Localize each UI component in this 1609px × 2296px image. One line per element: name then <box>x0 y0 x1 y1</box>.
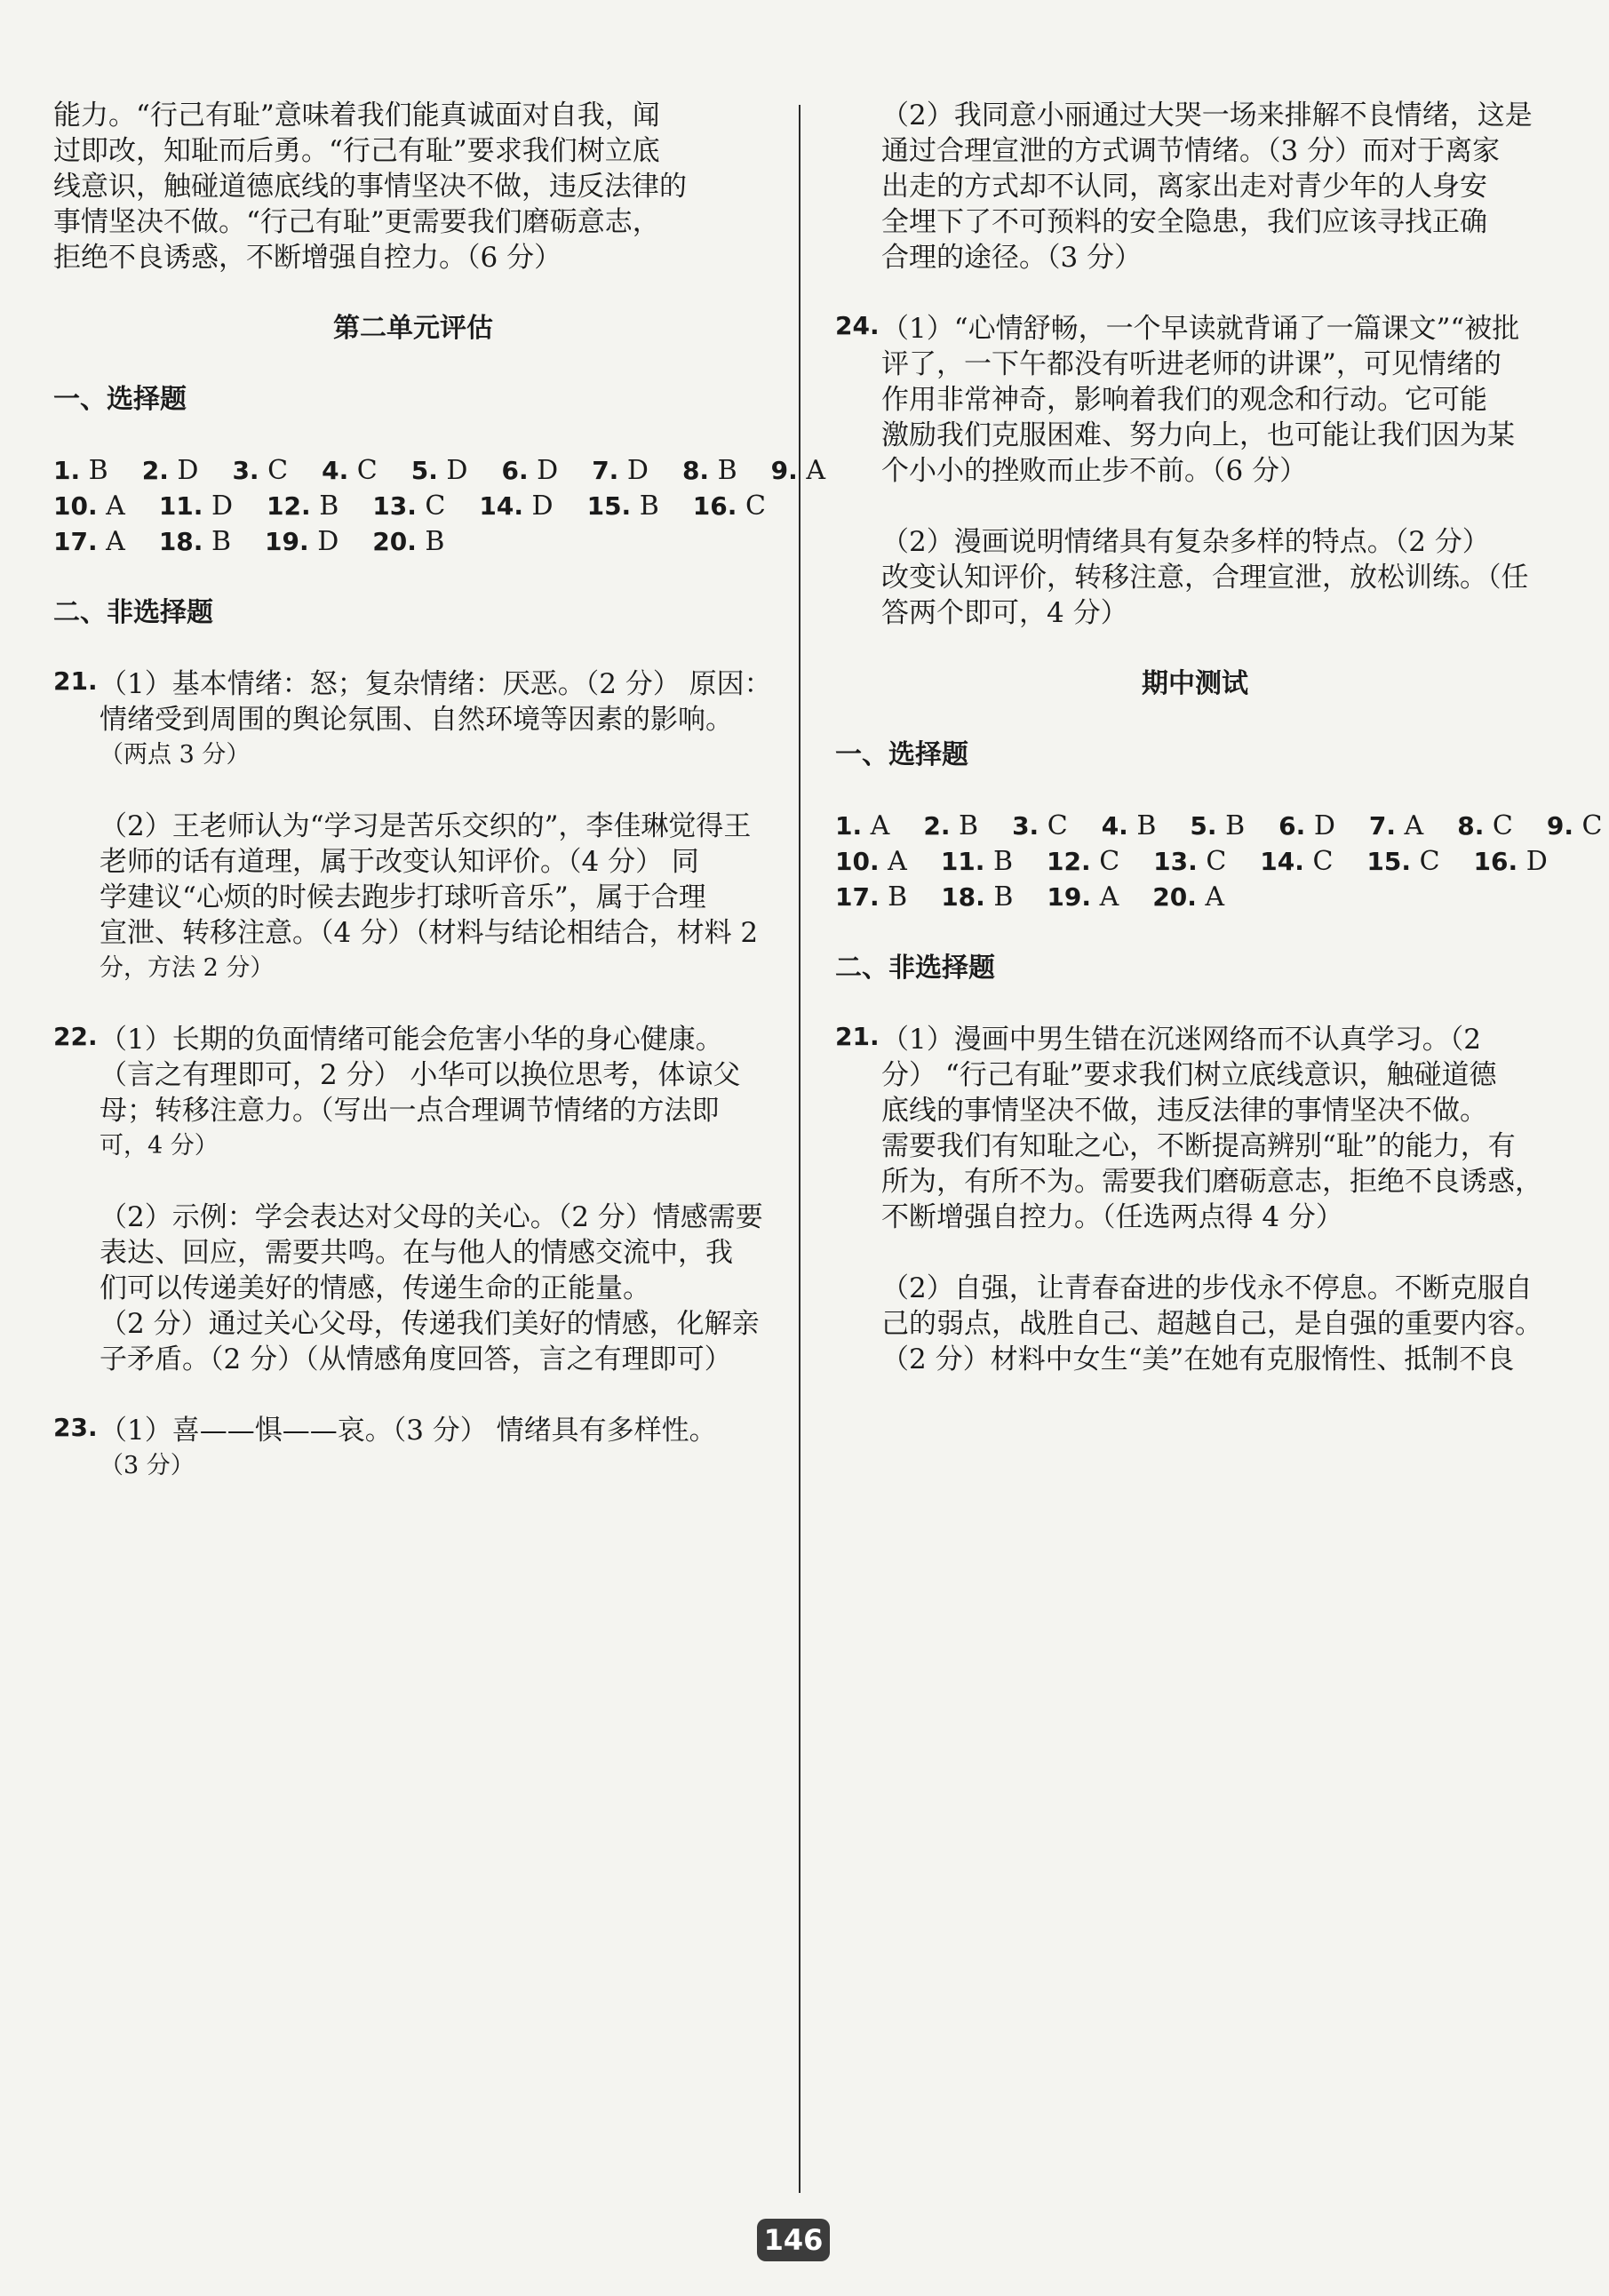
left-q22-b <box>53 1200 773 1377</box>
answer-number: 20. <box>1152 882 1197 912</box>
answer-number: 1. <box>53 456 81 485</box>
answer-number: 1. <box>835 811 863 841</box>
right-section-choice: 一、选择题 <box>835 739 968 770</box>
left-section-nonchoice: 二、非选择题 <box>53 597 213 628</box>
left-q22-a <box>53 1022 773 1164</box>
answer-row <box>835 880 1555 915</box>
answer-number: 9. <box>1546 811 1573 841</box>
text-line: （1）基本情绪：怒；复杂情绪：厌恶。（2 分） 原因： <box>100 668 772 700</box>
text-line: 出走的方式却不认同，离家出走对青少年的人身安 <box>881 171 1487 203</box>
midterm-title: 期中测试 <box>1142 668 1248 699</box>
question-number: 23. <box>53 1413 98 1442</box>
answer-item <box>53 453 108 489</box>
answer-letter: D <box>626 455 649 486</box>
left-p1 <box>53 98 773 275</box>
answer-letter: D <box>1313 810 1335 841</box>
answer-row <box>835 809 1603 844</box>
answer-item <box>835 880 907 915</box>
text-line: （2 分）通过关心父母，传递我们美好的情感，化解亲 <box>100 1308 760 1340</box>
answer-letter: C <box>1047 810 1068 841</box>
answer-letter: D <box>177 455 199 486</box>
page-number: 146 <box>757 2219 830 2261</box>
answer-item <box>1047 844 1119 880</box>
text-line: 合理的途径。（3 分） <box>881 242 1143 274</box>
text-line: 们可以传递美好的情感，传递生命的正能量。 <box>100 1272 650 1304</box>
answer-item <box>411 453 468 489</box>
answer-number: 10. <box>835 847 880 876</box>
answer-item <box>267 489 339 524</box>
answer-number: 13. <box>1153 847 1198 876</box>
answer-number: 11. <box>940 847 985 876</box>
answer-number: 7. <box>1368 811 1396 841</box>
answer-item <box>682 453 737 489</box>
answer-item <box>372 489 445 524</box>
answer-letter: B <box>1225 810 1246 841</box>
answer-letter: B <box>992 846 1014 877</box>
text-line: 不断增强自控力。（任选两点得 4 分） <box>881 1201 1343 1233</box>
answer-item <box>1457 809 1513 844</box>
column-divider <box>799 105 801 2193</box>
text-line: 情绪受到周围的舆论氛围、自然环境等因素的影响。 <box>100 704 733 736</box>
answer-number: 14. <box>479 491 523 521</box>
answer-number: 2. <box>923 811 951 841</box>
answer-letter: B <box>888 881 908 913</box>
left-column <box>53 98 825 1519</box>
right-q21-b <box>835 1271 1555 1377</box>
answer-number: 8. <box>681 456 710 485</box>
answer-item <box>1547 809 1603 844</box>
answer-letter: A <box>106 490 125 522</box>
answer-number: 8. <box>1457 811 1485 841</box>
text-line: （两点 3 分） <box>100 741 251 769</box>
answer-letter: D <box>211 490 234 522</box>
answer-item <box>587 489 659 524</box>
answer-item <box>1260 844 1333 880</box>
answer-number: 6. <box>501 456 529 485</box>
answer-row <box>53 453 825 489</box>
answer-number: 7. <box>592 456 619 485</box>
text-line: （言之有理即可，2 分） 小华可以换位思考，体谅父 <box>100 1059 741 1091</box>
text-line: （2）我同意小丽通过大哭一场来排解不良情绪，这是 <box>881 100 1533 132</box>
answer-item <box>322 453 378 489</box>
text-line: 作用非常神奇，影响着我们的观念和行动。它可能 <box>881 384 1487 416</box>
text-line: （3 分） <box>100 1452 195 1479</box>
answer-number: 14. <box>1260 847 1304 876</box>
question-number: 21. <box>835 1022 880 1051</box>
answer-number: 17. <box>53 527 98 556</box>
right-q21-a <box>835 1022 1555 1235</box>
answer-letter: A <box>806 455 825 486</box>
answer-item <box>1278 809 1335 844</box>
answer-number: 19. <box>265 527 309 556</box>
text-line: 线意识，触碰道德底线的事情坚决不做，违反法律的 <box>53 171 687 203</box>
text-line: 己的弱点，战胜自己、超越自己，是自强的重要内容。 <box>881 1308 1542 1340</box>
text-line: （2 分）材料中女生“美”在她有克服惰性、抵制不良 <box>881 1343 1515 1375</box>
answer-number: 11. <box>158 491 203 521</box>
answer-item <box>941 844 1013 880</box>
answer-letter: A <box>1205 881 1225 913</box>
text-line: （1）漫画中男生错在沉迷网络而不认真学习。（2 <box>881 1024 1481 1056</box>
text-line: 底线的事情坚决不做，违反法律的事情坚决不做。 <box>881 1095 1487 1127</box>
answer-item <box>1369 809 1423 844</box>
answer-letter: C <box>425 490 446 522</box>
left-q23-a <box>53 1413 773 1484</box>
answer-letter: B <box>959 810 979 841</box>
text-line: （2）示例：学会表达对父母的关心。（2 分）情感需要 <box>100 1201 763 1233</box>
right-q24-a <box>835 311 1555 489</box>
answer-row <box>53 489 773 524</box>
text-line: 通过合理宣泄的方式调节情绪。（3 分）而对于离家 <box>881 135 1501 167</box>
right-q24-b <box>835 524 1555 631</box>
text-line: 激励我们克服困难、努力向上，也可能让我们因为某 <box>881 419 1515 451</box>
text-line: 全埋下了不可预料的安全隐患，我们应该寻找正确 <box>881 206 1487 238</box>
answer-letter: C <box>1099 846 1120 877</box>
answer-row <box>835 844 1555 880</box>
text-line: 所为，有所不为。需要我们磨砺意志，拒绝不良诱惑， <box>881 1166 1542 1198</box>
question-number: 22. <box>53 1022 98 1051</box>
answer-number: 13. <box>372 491 417 521</box>
right-q23-b <box>835 98 1555 275</box>
answer-item <box>592 453 649 489</box>
answer-item <box>693 489 766 524</box>
answer-number: 10. <box>53 491 98 521</box>
answer-letter: B <box>211 526 232 557</box>
answer-number: 3. <box>1012 811 1039 841</box>
text-line: 老师的话有道理，属于改变认知评价。（4 分） 同 <box>100 846 699 878</box>
answer-letter: C <box>745 490 766 522</box>
text-line: （2）自强，让青春奋进的步伐永不停息。不断克服自 <box>881 1272 1533 1304</box>
answer-letter: A <box>1099 881 1119 913</box>
answer-letter: C <box>267 455 289 486</box>
answer-letter: A <box>888 846 907 877</box>
answer-number: 6. <box>1278 811 1306 841</box>
text-line: 改变认知评价，转移注意，合理宣泄，放松训练。（任 <box>881 562 1529 594</box>
answer-letter: D <box>537 455 559 486</box>
text-line: 子矛盾。（2 分）（从情感角度回答，言之有理即可） <box>100 1343 732 1375</box>
text-line: 答两个即可，4 分） <box>881 597 1128 629</box>
answer-letter: A <box>1404 810 1424 841</box>
answer-item <box>1153 844 1226 880</box>
answer-number: 16. <box>1473 847 1518 876</box>
answer-number: 2. <box>141 456 169 485</box>
answer-item <box>1152 880 1224 915</box>
left-q21-b <box>53 809 773 986</box>
answer-letter: C <box>1206 846 1227 877</box>
answer-letter: D <box>531 490 554 522</box>
text-line: 评了，一下午都没有听进老师的讲课”，可见情绪的 <box>881 348 1501 380</box>
answer-letter: C <box>1312 846 1334 877</box>
text-line: 学建议“心烦的时候去跑步打球听音乐”，属于合理 <box>100 881 706 913</box>
unit-title: 第二单元评估 <box>333 313 493 344</box>
text-line: 拒绝不良诱惑，不断增强自控力。（6 分） <box>53 242 562 274</box>
answer-number: 5. <box>1190 811 1217 841</box>
answer-number: 18. <box>158 527 203 556</box>
answer-letter: C <box>1419 846 1440 877</box>
answer-letter: B <box>717 455 737 486</box>
answer-letter: C <box>356 455 378 486</box>
answer-number: 12. <box>267 491 311 521</box>
text-line: （1）喜——惧——哀。（3 分） 情绪具有多样性。 <box>100 1415 717 1447</box>
answer-item <box>1190 809 1245 844</box>
text-line: 宣泄、转移注意。（4 分）（材料与结论相结合，材料 2 <box>100 917 759 949</box>
text-line: （2）王老师认为“学习是苦乐交织的”，李佳琳觉得王 <box>100 810 752 842</box>
answer-item <box>941 880 1013 915</box>
answer-letter: B <box>993 881 1014 913</box>
text-line: （1）长期的负面情绪可能会危害小华的身心健康。 <box>100 1024 723 1056</box>
answer-number: 20. <box>372 527 417 556</box>
text-line: 过即改，知耻而后勇。“行己有耻”要求我们树立底 <box>53 135 660 167</box>
answer-letter: B <box>1136 810 1157 841</box>
answer-item <box>372 524 444 560</box>
answer-item <box>53 489 125 524</box>
answer-letter: B <box>319 490 339 522</box>
answer-number: 9. <box>770 456 798 485</box>
answer-letter: C <box>1581 810 1603 841</box>
left-mc-answers <box>53 453 825 560</box>
answer-item <box>1012 809 1068 844</box>
text-line: 母；转移注意力。（写出一点合理调节情绪的方法即 <box>100 1095 720 1127</box>
text-line: 需要我们有知耻之心，不断提高辨别“耻”的能力，有 <box>881 1130 1516 1162</box>
answer-item <box>1047 880 1119 915</box>
answer-item <box>479 489 553 524</box>
answer-item <box>1366 844 1439 880</box>
text-line: 分） “行己有耻”要求我们树立底线意识，触碰道德 <box>881 1059 1497 1091</box>
answer-number: 17. <box>835 882 880 912</box>
text-line: 分，方法 2 分） <box>100 954 275 982</box>
answer-number: 18. <box>941 882 985 912</box>
answer-item <box>142 453 199 489</box>
answer-letter: A <box>870 810 890 841</box>
text-line: 个小小的挫败而止步不前。（6 分） <box>881 455 1308 487</box>
answer-item <box>835 844 907 880</box>
answer-number: 16. <box>692 491 737 521</box>
right-section-nonchoice: 二、非选择题 <box>835 953 995 984</box>
answer-item <box>1102 809 1157 844</box>
right-column <box>835 98 1603 1413</box>
answer-row <box>53 524 773 560</box>
text-line: 能力。“行己有耻”意味着我们能真诚面对自我，闻 <box>53 100 660 132</box>
left-section-choice: 一、选择题 <box>53 384 187 415</box>
text-line: 表达、回应，需要共鸣。在与他人的情感交流中，我 <box>100 1237 733 1269</box>
answer-item <box>1474 844 1548 880</box>
answer-letter: D <box>1525 846 1548 877</box>
answer-item <box>771 453 825 489</box>
answer-item <box>501 453 558 489</box>
answer-item <box>159 524 231 560</box>
answer-item <box>159 489 233 524</box>
answer-number: 3. <box>232 456 259 485</box>
answer-letter: A <box>106 526 125 557</box>
answer-item <box>53 524 125 560</box>
question-number: 21. <box>53 666 98 696</box>
answer-letter: C <box>1492 810 1513 841</box>
text-line: （2）漫画说明情绪具有复杂多样的特点。（2 分） <box>881 526 1490 558</box>
text-line: 可，4 分） <box>100 1132 219 1160</box>
left-q21-a <box>53 666 773 773</box>
answer-letter: B <box>639 490 659 522</box>
answer-number: 4. <box>1101 811 1128 841</box>
answer-letter: D <box>317 526 339 557</box>
answer-item <box>923 809 978 844</box>
text-line: 事情坚决不做。“行己有耻”更需要我们磨砺意志， <box>53 206 660 238</box>
answer-number: 15. <box>1366 847 1412 876</box>
answer-item <box>265 524 339 560</box>
answer-letter: B <box>425 526 445 557</box>
answer-number: 5. <box>410 456 438 485</box>
right-mc-answers <box>835 809 1603 915</box>
question-number: 24. <box>835 311 880 340</box>
text-line: （1）“心情舒畅，一个早读就背诵了一篇课文”“被批 <box>881 313 1520 345</box>
answer-number: 12. <box>1047 847 1091 876</box>
answer-letter: D <box>446 455 468 486</box>
answer-item <box>232 453 288 489</box>
answer-item <box>835 809 889 844</box>
answer-letter: B <box>88 455 108 486</box>
answer-number: 4. <box>322 456 349 485</box>
answer-number: 15. <box>586 491 632 521</box>
answer-number: 19. <box>1047 882 1092 912</box>
